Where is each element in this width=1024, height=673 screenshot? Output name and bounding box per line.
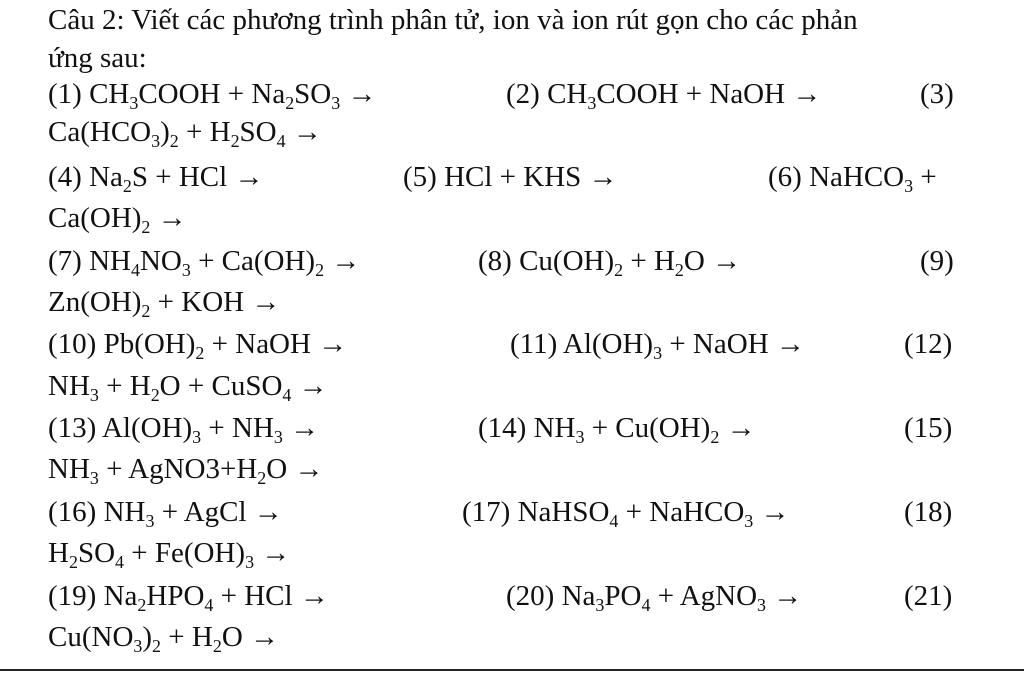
equation-17: (17) NaHSO$_4$ + NaHCO$_3$ →: [462, 496, 790, 531]
equation-row-5: [48, 408, 978, 448]
equation-12-number: (12): [904, 328, 953, 360]
equation-11: (11) $Al(OH)_3$ + NaOH →: [510, 328, 805, 363]
equation-18-number: (18): [904, 496, 953, 528]
equation-1: (1) $CH_3COOH + Na_2SO_3$ →: [48, 78, 377, 113]
bottom-divider: [0, 669, 1024, 671]
equation-row-2: [48, 157, 978, 197]
equation-8: (8) $Cu(OH)_2 + H_2O$ →: [478, 245, 742, 280]
equation-15: $NH_3$ + $AgNO3+H_2O$ →: [48, 453, 324, 488]
equation-20: (20) $Na_3PO_4$ + AgNO$_3$ →: [506, 580, 803, 615]
equation-21-number: (21): [904, 580, 953, 612]
equation-18: $H_2SO_4 + Fe(OH)_3$ →: [48, 537, 291, 572]
equation-13: (13) $Al(OH)_3 + NH_3$ →: [48, 412, 320, 447]
equation-2: (2) $CH_3COOH$ + NaOH →: [506, 78, 822, 113]
equation-row-4: [48, 324, 978, 364]
equation-7: (7) $NH_4NO_3 + Ca(OH)_2$ →: [48, 245, 361, 280]
question-title-continued: ứng sau:: [48, 42, 147, 74]
equation-4: (4) $Na_2S$ + HCl →: [48, 161, 264, 196]
equation-14: (14) $NH_3 + Cu(OH)_2$ →: [478, 412, 756, 447]
equation-10: (10) $Pb(OH)_2$ + NaOH →: [48, 328, 348, 363]
equation-5: (5) HCl + KHS →: [403, 161, 618, 193]
equation-15-number: (15): [904, 412, 953, 444]
equation-row-1: [48, 74, 978, 114]
equation-16: (16) $NH_3$ + AgCl →: [48, 496, 283, 531]
equation-6-continued: $Ca(OH)_2$ →: [48, 202, 187, 237]
equation-6-start: (6) NaHCO$_3$ +: [768, 161, 937, 196]
equation-row-7: [48, 576, 978, 616]
equation-9-number: (9): [920, 245, 954, 277]
question-title: Câu 2: Viết các phương trình phân tử, ion và ion rút gọn cho các phản: [48, 4, 858, 36]
equation-19: (19) $Na_2HPO_4$ + HCl →: [48, 580, 329, 615]
equation-9: $Zn(OH)_2$ + KOH →: [48, 286, 281, 321]
equation-row-6: [48, 492, 978, 532]
equation-row-3: [48, 241, 978, 281]
equation-3-number: (3): [920, 78, 954, 110]
equation-21: $Cu(NO_3)_2 + H_2O$ →: [48, 621, 280, 656]
equation-3: $Ca(HCO_3)_2 + H_2SO_4$ →: [48, 116, 322, 151]
equation-12: $NH_3 + H_2O$ + CuSO$_4$ →: [48, 370, 328, 405]
